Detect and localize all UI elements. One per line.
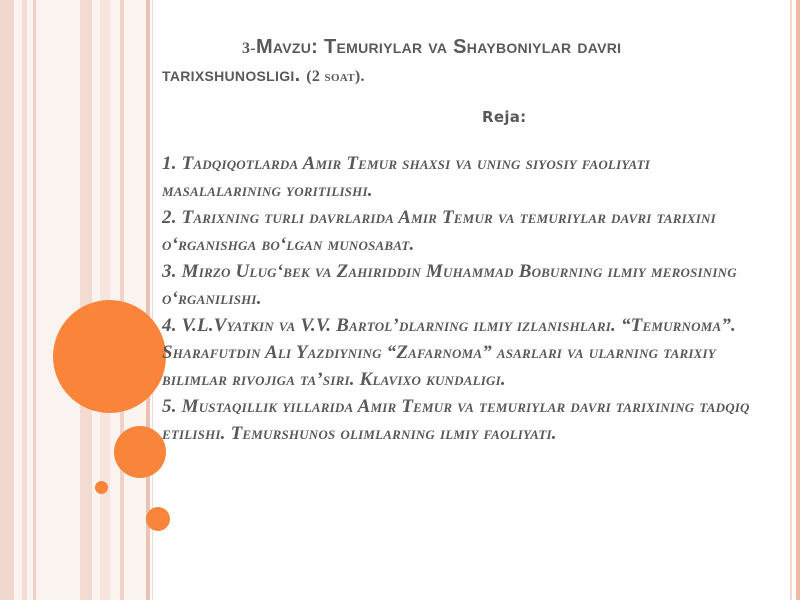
plan-item-text: Mustaqillik yillarida Amir Temur va temuriylar davri tarixining tadqiq etilishi. Temurshunos olimlarning ilmiy faoliyati. [162,396,750,444]
plan-item [162,204,762,258]
plan-item-text: Tarixning turli davrlarida Amir Temur va temuriylar davri tarixini o‘rganishga bo‘lgan munosabat. [162,207,716,255]
decor-stripe [0,0,14,600]
plan-list [162,150,762,447]
plan-item-number: 1. [162,153,177,174]
plan-item [162,393,762,447]
slide-title [162,34,762,90]
plan-item-text: Mirzo Ulug‘bek va Zahiriddin Muhammad Boburning ilmiy merosining o‘rganilishi. [162,261,737,309]
topic-title-text: Mavzu: Temuriylar va Shayboniylar davri tarixshunosligi. [162,36,622,86]
decor-circle-large [53,300,166,413]
plan-item [162,150,762,204]
plan-heading: Reja: [482,108,527,126]
plan-item [162,312,762,393]
decor-stripe [22,0,27,600]
right-edge-stripe [790,0,792,600]
plan-item-text: Tadqiqotlarda Amir Temur shaxsi va uning siyosiy faoliyati masalalarining yoritilishi. [162,153,651,201]
decor-circle-small [146,507,170,531]
plan-item [162,258,762,312]
plan-item-number: 4. [162,315,177,336]
topic-number: 3- [242,40,256,57]
decor-stripe [80,0,92,600]
decor-stripe [120,0,124,600]
right-edge-stripe [796,0,800,600]
plan-item-number: 5. [162,396,177,417]
plan-item-number: 3. [162,261,177,282]
decor-circle-medium [114,426,166,478]
decor-circle-tiny [95,481,108,494]
decor-stripe [33,0,36,600]
plan-item-number: 2. [162,207,177,228]
plan-item-text: V.L.Vyatkin va V.V. Bartol’dlarning ilmiy izlanishlari. “Temurnoma”. Sharafutdin Ali Yazdiyning “Zafarnoma” asarlari va ularning tarixiy bilimlar rivojiga ta’siri. Klavixo kundaligi. [162,315,736,390]
topic-duration: (2 soat). [306,68,365,85]
